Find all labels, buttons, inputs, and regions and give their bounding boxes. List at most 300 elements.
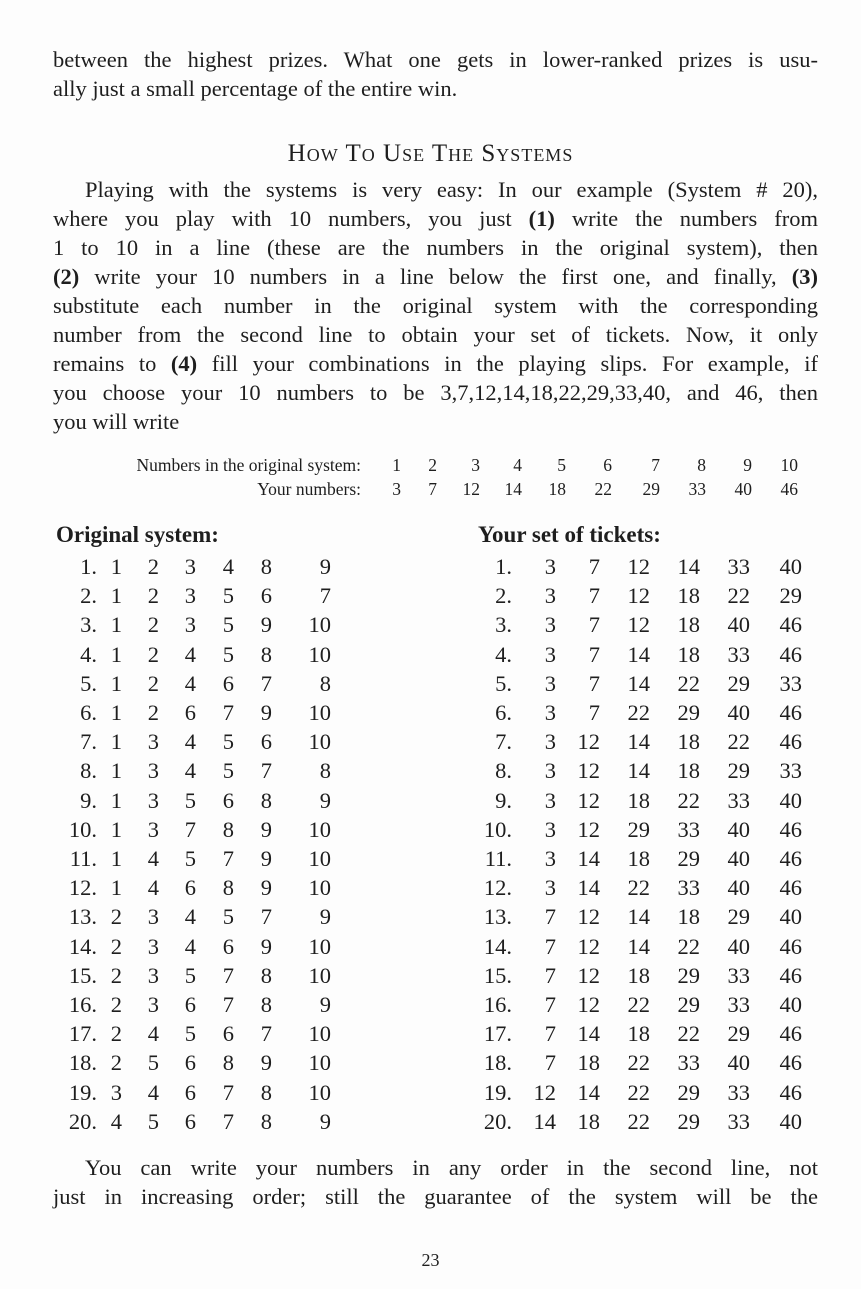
original-cell: 10: [308, 641, 331, 667]
paragraph-line: remains to (4) fill your combinations in the playing slips. For example, if: [53, 351, 818, 376]
original-cell: 9: [260, 700, 272, 725]
ticket-cell: 33: [727, 992, 750, 1017]
ticket-row-number: 8.: [495, 758, 512, 784]
yours-number: 14: [504, 479, 522, 499]
ticket-cell: 46: [779, 846, 802, 871]
original-row-number: 1.: [80, 554, 97, 579]
intro-line-1: between the highest prizes. What one gets in lower-ranked prizes is usu-: [53, 47, 818, 72]
yours-number: 40: [734, 479, 752, 499]
original-cell: 2: [147, 583, 159, 609]
ticket-cell: 18: [627, 787, 650, 813]
original-cell: 4: [184, 670, 196, 696]
original-row-number: 6.: [80, 700, 97, 725]
ticket-cell: 29: [677, 846, 700, 871]
original-cell: 1: [110, 670, 122, 696]
ticket-cell: 7: [544, 933, 556, 959]
ticket-cell: 29: [727, 904, 750, 930]
original-cell: 1: [110, 729, 122, 755]
original-cell: 5: [184, 962, 196, 988]
ticket-cell: 40: [779, 992, 802, 1017]
page-number: 23: [421, 1250, 440, 1270]
original-cell: 9: [260, 816, 272, 842]
ticket-cell: 33: [677, 816, 700, 842]
paragraph-line: you will write: [53, 409, 180, 434]
ticket-row-number: 17.: [483, 1021, 512, 1047]
original-cell: 3: [147, 933, 159, 959]
original-cell: 10: [308, 729, 331, 755]
original-cell: 1: [110, 554, 122, 579]
yours-number: 3: [392, 479, 401, 499]
ticket-cell: 40: [779, 554, 802, 579]
ticket-cell: 29: [677, 700, 700, 725]
original-cell: 10: [308, 1050, 331, 1076]
original-row-number: 14.: [68, 933, 97, 959]
original-cell: 5: [222, 612, 234, 638]
ticket-cell: 3: [544, 875, 556, 901]
original-number: 6: [603, 455, 612, 475]
ticket-cell: 40: [727, 875, 750, 901]
original-number: 1: [392, 455, 401, 475]
ticket-cell: 18: [677, 758, 700, 784]
ticket-cell: 33: [727, 1079, 750, 1105]
original-row-number: 17.: [68, 1021, 97, 1047]
ticket-cell: 3: [544, 700, 556, 725]
paragraph-line: Playing with the systems is very easy: In our example (System # 20),: [85, 177, 818, 202]
ticket-row-number: 15.: [483, 962, 512, 988]
ticket-cell: 14: [627, 729, 650, 755]
original-cell: 7: [260, 904, 272, 930]
ticket-cell: 22: [627, 1108, 650, 1134]
original-cell: 2: [110, 933, 122, 959]
original-cell: 10: [308, 612, 331, 638]
ticket-cell: 46: [779, 875, 802, 901]
ticket-cell: 33: [727, 1108, 750, 1134]
ticket-row-number: 20.: [483, 1108, 512, 1134]
ticket-cell: 46: [779, 612, 802, 638]
ticket-cell: 3: [544, 816, 556, 842]
original-cell: 3: [184, 612, 196, 638]
ticket-cell: 3: [544, 758, 556, 784]
original-cell: 9: [260, 1050, 272, 1076]
ticket-cell: 18: [627, 1021, 650, 1047]
ticket-row-number: 6.: [495, 700, 512, 725]
original-cell: 2: [147, 612, 159, 638]
ticket-cell: 18: [677, 904, 700, 930]
section-heading: How To Use The Systems: [287, 140, 574, 167]
ticket-cell: 22: [727, 729, 750, 755]
original-number: 4: [513, 455, 522, 475]
ticket-cell: 40: [727, 700, 750, 725]
original-cell: 7: [260, 758, 272, 784]
original-number: 8: [697, 455, 706, 475]
original-cell: 10: [308, 1021, 331, 1047]
original-cell: 4: [147, 1021, 159, 1047]
ticket-cell: 22: [627, 875, 650, 901]
ticket-row-number: 9.: [495, 787, 512, 813]
original-cell: 10: [308, 700, 331, 725]
original-cell: 8: [260, 554, 272, 579]
ticket-cell: 7: [544, 904, 556, 930]
original-cell: 3: [184, 583, 196, 609]
ticket-cell: 22: [677, 1021, 700, 1047]
original-cell: 10: [308, 816, 331, 842]
original-cell: 3: [147, 816, 159, 842]
step-marker: (3): [791, 264, 818, 289]
original-cell: 3: [184, 554, 196, 579]
ticket-row-number: 14.: [483, 933, 512, 959]
original-cell: 6: [184, 1079, 196, 1105]
paragraph-line: number from the second line to obtain your set of tickets. Now, it only: [53, 322, 818, 347]
ticket-cell: 14: [577, 875, 600, 901]
paragraph-line: (2) write your 10 numbers in a line below the first one, and finally, (3): [53, 264, 818, 289]
original-number: 5: [557, 455, 566, 475]
ticket-cell: 22: [727, 583, 750, 609]
ticket-cell: 22: [627, 1079, 650, 1105]
ticket-cell: 7: [544, 1050, 556, 1076]
ticket-row-number: 1.: [495, 554, 512, 579]
ticket-cell: 46: [779, 933, 802, 959]
original-row-number: 20.: [68, 1108, 97, 1134]
original-cell: 8: [222, 875, 234, 901]
original-cell: 5: [222, 904, 234, 930]
ticket-row-number: 19.: [483, 1079, 512, 1105]
ticket-cell: 14: [627, 670, 650, 696]
ticket-cell: 18: [577, 1108, 600, 1134]
original-cell: 3: [110, 1079, 122, 1105]
yours-number: 46: [780, 479, 798, 499]
ticket-cell: 12: [533, 1079, 556, 1105]
paragraph-line: 1 to 10 in a line (these are the numbers in the original system), then: [53, 235, 818, 260]
closing-line-2: just in increasing order; still the guarantee of the system will be the: [53, 1184, 818, 1209]
original-number: 9: [743, 455, 752, 475]
ticket-cell: 7: [588, 612, 600, 638]
step-marker: (2): [53, 264, 80, 289]
original-cell: 10: [308, 962, 331, 988]
ticket-cell: 18: [677, 729, 700, 755]
original-cell: 2: [110, 1050, 122, 1076]
ticket-cell: 22: [677, 933, 700, 959]
ticket-cell: 46: [779, 729, 802, 755]
ticket-cell: 3: [544, 612, 556, 638]
original-row-number: 11.: [69, 846, 97, 871]
ticket-cell: 7: [588, 641, 600, 667]
original-cell: 9: [319, 1108, 331, 1134]
original-cell: 3: [147, 962, 159, 988]
tickets-title: Your set of tickets:: [478, 522, 661, 547]
original-cell: 6: [260, 729, 272, 755]
ticket-cell: 46: [779, 1079, 802, 1105]
original-cell: 9: [260, 846, 272, 871]
original-cell: 6: [184, 1050, 196, 1076]
original-cell: 9: [319, 554, 331, 579]
yours-number: 22: [594, 479, 612, 499]
original-cell: 2: [110, 992, 122, 1017]
ticket-cell: 33: [779, 758, 802, 784]
original-cell: 10: [308, 875, 331, 901]
original-cell: 7: [184, 816, 196, 842]
original-label: Numbers in the original system:: [136, 455, 361, 475]
ticket-row-number: 18.: [483, 1050, 512, 1076]
ticket-cell: 14: [627, 904, 650, 930]
ticket-cell: 12: [627, 612, 650, 638]
original-cell: 1: [110, 816, 122, 842]
original-cell: 10: [308, 846, 331, 871]
original-cell: 6: [222, 933, 234, 959]
ticket-cell: 18: [677, 583, 700, 609]
ticket-cell: 12: [577, 933, 600, 959]
original-cell: 1: [110, 875, 122, 901]
original-cell: 4: [184, 641, 196, 667]
yours-number: 29: [642, 479, 660, 499]
original-row-number: 8.: [80, 758, 97, 784]
intro-line-2: ally just a small percentage of the entire win.: [53, 76, 458, 101]
ticket-cell: 46: [779, 816, 802, 842]
ticket-cell: 3: [544, 583, 556, 609]
ticket-cell: 12: [577, 729, 600, 755]
ticket-cell: 12: [577, 904, 600, 930]
original-cell: 7: [319, 583, 331, 609]
original-cell: 8: [319, 758, 331, 784]
original-cell: 4: [222, 554, 234, 579]
ticket-cell: 46: [779, 1050, 802, 1076]
yours-number: 7: [428, 479, 437, 499]
ticket-cell: 29: [677, 1079, 700, 1105]
ticket-cell: 46: [779, 700, 802, 725]
ticket-row-number: 7.: [495, 729, 512, 755]
original-cell: 2: [110, 962, 122, 988]
ticket-cell: 22: [677, 670, 700, 696]
original-number: 7: [651, 455, 660, 475]
ticket-cell: 33: [677, 1050, 700, 1076]
ticket-cell: 29: [677, 962, 700, 988]
original-cell: 7: [222, 846, 234, 871]
original-cell: 6: [222, 1021, 234, 1047]
ticket-cell: 29: [779, 583, 802, 609]
ticket-row-number: 5.: [495, 670, 512, 696]
ticket-cell: 14: [627, 758, 650, 784]
original-cell: 10: [308, 933, 331, 959]
ticket-cell: 40: [727, 933, 750, 959]
ticket-row-number: 3.: [495, 612, 512, 638]
original-cell: 5: [222, 758, 234, 784]
original-cell: 9: [260, 875, 272, 901]
original-row-number: 9.: [80, 787, 97, 813]
original-cell: 3: [147, 787, 159, 813]
ticket-cell: 33: [677, 875, 700, 901]
step-marker: (1): [528, 206, 555, 231]
original-cell: 5: [184, 1021, 196, 1047]
ticket-cell: 7: [544, 992, 556, 1017]
original-cell: 7: [222, 992, 234, 1017]
original-cell: 2: [110, 904, 122, 930]
ticket-cell: 33: [727, 554, 750, 579]
ticket-cell: 18: [627, 962, 650, 988]
original-cell: 4: [184, 904, 196, 930]
original-cell: 4: [184, 758, 196, 784]
ticket-cell: 14: [677, 554, 700, 579]
original-cell: 8: [222, 816, 234, 842]
ticket-cell: 33: [727, 962, 750, 988]
original-cell: 5: [147, 1108, 159, 1134]
ticket-cell: 46: [779, 641, 802, 667]
original-cell: 5: [184, 787, 196, 813]
ticket-cell: 22: [627, 992, 650, 1017]
original-row-number: 3.: [80, 612, 97, 638]
original-cell: 8: [260, 1108, 272, 1134]
original-cell: 5: [222, 641, 234, 667]
yours-number: 12: [462, 479, 480, 499]
original-system-title: Original system:: [56, 522, 219, 547]
ticket-cell: 7: [588, 700, 600, 725]
ticket-cell: 46: [779, 1021, 802, 1047]
original-number: 2: [428, 455, 437, 475]
original-row-number: 7.: [80, 729, 97, 755]
original-cell: 2: [147, 700, 159, 725]
original-row-number: 19.: [68, 1079, 97, 1105]
ticket-cell: 40: [727, 612, 750, 638]
ticket-cell: 14: [577, 1021, 600, 1047]
paragraph-line: substitute each number in the original system with the corresponding: [53, 293, 818, 318]
original-cell: 1: [110, 612, 122, 638]
ticket-cell: 40: [779, 787, 802, 813]
ticket-cell: 40: [727, 1050, 750, 1076]
original-cell: 5: [184, 846, 196, 871]
original-cell: 8: [260, 962, 272, 988]
ticket-cell: 3: [544, 641, 556, 667]
ticket-row-number: 10.: [483, 816, 512, 842]
ticket-cell: 7: [588, 670, 600, 696]
original-cell: 3: [147, 758, 159, 784]
ticket-cell: 22: [627, 1050, 650, 1076]
original-cell: 5: [222, 729, 234, 755]
ticket-cell: 18: [677, 612, 700, 638]
original-cell: 1: [110, 700, 122, 725]
original-cell: 4: [184, 729, 196, 755]
original-cell: 6: [260, 583, 272, 609]
ticket-cell: 7: [588, 554, 600, 579]
original-cell: 6: [222, 787, 234, 813]
ticket-cell: 33: [779, 670, 802, 696]
ticket-cell: 40: [727, 846, 750, 871]
ticket-cell: 12: [627, 554, 650, 579]
original-cell: 8: [260, 992, 272, 1017]
ticket-cell: 29: [677, 1108, 700, 1134]
original-cell: 2: [110, 1021, 122, 1047]
ticket-cell: 12: [577, 758, 600, 784]
original-cell: 2: [147, 641, 159, 667]
original-cell: 7: [260, 1021, 272, 1047]
original-cell: 10: [308, 1079, 331, 1105]
original-row-number: 16.: [68, 992, 97, 1017]
original-row-number: 13.: [68, 904, 97, 930]
original-cell: 1: [110, 583, 122, 609]
original-cell: 6: [184, 992, 196, 1017]
ticket-cell: 22: [677, 787, 700, 813]
original-cell: 1: [110, 787, 122, 813]
original-cell: 7: [260, 670, 272, 696]
ticket-cell: 22: [627, 700, 650, 725]
ticket-cell: 18: [577, 1050, 600, 1076]
original-cell: 1: [110, 846, 122, 871]
closing-line-1: You can write your numbers in any order in the second line, not: [85, 1155, 818, 1180]
original-row-number: 2.: [80, 583, 97, 609]
ticket-cell: 18: [677, 641, 700, 667]
original-cell: 3: [147, 729, 159, 755]
original-number: 10: [780, 455, 798, 475]
ticket-cell: 14: [627, 641, 650, 667]
original-cell: 4: [184, 933, 196, 959]
original-cell: 8: [319, 670, 331, 696]
ticket-cell: 46: [779, 962, 802, 988]
ticket-cell: 3: [544, 846, 556, 871]
ticket-cell: 14: [577, 846, 600, 871]
yours-number: 33: [688, 479, 706, 499]
ticket-cell: 29: [727, 758, 750, 784]
original-cell: 8: [260, 1079, 272, 1105]
ticket-cell: 12: [577, 962, 600, 988]
original-cell: 4: [147, 1079, 159, 1105]
original-cell: 6: [184, 700, 196, 725]
original-cell: 4: [147, 846, 159, 871]
ticket-cell: 33: [727, 787, 750, 813]
ticket-cell: 3: [544, 554, 556, 579]
paragraph-line: where you play with 10 numbers, you just (1) write the numbers from: [53, 206, 818, 231]
original-cell: 2: [147, 554, 159, 579]
ticket-cell: 3: [544, 729, 556, 755]
yours-number: 18: [548, 479, 566, 499]
ticket-cell: 29: [677, 992, 700, 1017]
ticket-cell: 7: [544, 1021, 556, 1047]
ticket-cell: 12: [627, 583, 650, 609]
ticket-cell: 3: [544, 787, 556, 813]
ticket-row-number: 16.: [483, 992, 512, 1017]
original-cell: 9: [319, 787, 331, 813]
original-row-number: 18.: [68, 1050, 97, 1076]
original-cell: 1: [110, 641, 122, 667]
ticket-row-number: 11.: [484, 846, 512, 871]
original-row-number: 12.: [68, 875, 97, 901]
step-marker: (4): [170, 351, 198, 376]
original-row-number: 15.: [68, 962, 97, 988]
original-cell: 6: [184, 1108, 196, 1134]
original-cell: 3: [147, 904, 159, 930]
original-cell: 7: [222, 962, 234, 988]
original-row-number: 10.: [68, 816, 97, 842]
ticket-row-number: 2.: [495, 583, 512, 609]
original-cell: 4: [110, 1108, 122, 1134]
original-row-number: 5.: [80, 670, 97, 696]
ticket-cell: 12: [577, 992, 600, 1017]
ticket-cell: 40: [779, 904, 802, 930]
original-cell: 8: [260, 787, 272, 813]
original-cell: 7: [222, 1108, 234, 1134]
original-cell: 5: [222, 583, 234, 609]
original-cell: 2: [147, 670, 159, 696]
original-cell: 4: [147, 875, 159, 901]
ticket-row-number: 12.: [483, 875, 512, 901]
ticket-row-number: 13.: [483, 904, 512, 930]
ticket-cell: 14: [577, 1079, 600, 1105]
ticket-cell: 14: [533, 1108, 556, 1134]
original-cell: 9: [319, 992, 331, 1017]
original-row-number: 4.: [80, 641, 97, 667]
paragraph-line: you choose your 10 numbers to be 3,7,12,14,18,22,29,33,40, and 46, then: [53, 380, 818, 405]
yours-label: Your numbers:: [257, 479, 361, 499]
original-cell: 9: [319, 904, 331, 930]
ticket-cell: 7: [588, 583, 600, 609]
original-cell: 8: [222, 1050, 234, 1076]
original-cell: 7: [222, 700, 234, 725]
